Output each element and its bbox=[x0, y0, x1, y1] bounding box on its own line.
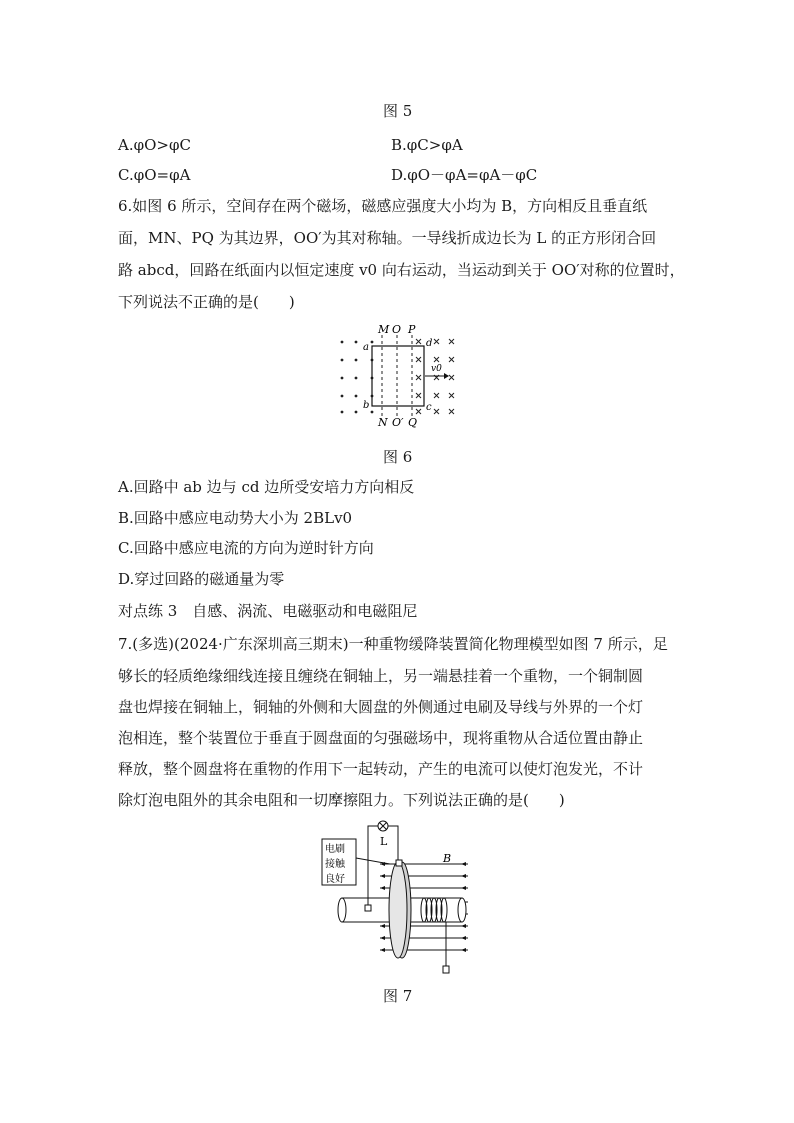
label-v0: v0 bbox=[431, 364, 442, 374]
brush-note-line-2: 接触 bbox=[325, 859, 345, 870]
axle-brush bbox=[365, 905, 371, 911]
label-n: N bbox=[378, 416, 388, 429]
q6-stem-line-1: 6.如图 6 所示，空间存在两个磁场，磁感应强度大小均为 B，方向相反且垂直纸 bbox=[118, 197, 648, 215]
q5-option-a: A.φO>φC bbox=[118, 136, 191, 154]
label-q: Q bbox=[408, 416, 418, 429]
q7-stem-line-2: 够长的轻质绝缘细线连接且缠绕在铜轴上，另一端悬挂着一个重物，一个铜制圆 bbox=[118, 667, 644, 685]
q6-option-d: D.穿过回路的磁通量为零 bbox=[118, 570, 285, 588]
figure-5-caption: 图 5 bbox=[383, 102, 413, 120]
brush-note-line-1: 电刷 bbox=[325, 844, 345, 855]
q7-stem-line-6: 除灯泡电阻外的其余电阻和一切摩擦阻力。下列说法正确的是( ) bbox=[118, 791, 565, 809]
q5-option-d: D.φO－φA=φA－φC bbox=[391, 166, 538, 184]
q6-stem-line-4: 下列说法不正确的是( ) bbox=[118, 293, 295, 311]
brush-note-line-3: 良好 bbox=[325, 874, 345, 885]
label-o: O bbox=[392, 323, 402, 336]
section-heading: 对点练 3 自感、涡流、电磁驱动和电磁阻尼 bbox=[118, 602, 418, 620]
q7-stem-line-4: 泡相连，整个装置位于垂直于圆盘面的匀强磁场中，现将重物从合适位置由静止 bbox=[118, 729, 644, 747]
q7-stem-line-1: 7.(多选)(2024·广东深圳高三期末)一种重物缓降装置简化物理模型如图 7 所示，足 bbox=[118, 635, 668, 653]
weight bbox=[443, 966, 449, 973]
label-a: a bbox=[363, 342, 369, 353]
disk-brush bbox=[396, 860, 402, 866]
q6-option-b: B.回路中感应电动势大小为 2BLv0 bbox=[118, 509, 353, 527]
label-o-prime: O′ bbox=[392, 416, 404, 429]
label-m: M bbox=[378, 323, 390, 336]
label-l: L bbox=[380, 835, 388, 848]
figure-6-diagram bbox=[330, 320, 470, 432]
q6-option-a: A.回路中 ab 边与 cd 边所受安培力方向相反 bbox=[118, 478, 415, 496]
q6-stem-line-2: 面，MN、PQ 为其边界，OO′为其对称轴。一导线折成边长为 L 的正方形闭合回 bbox=[118, 229, 657, 247]
q6-option-c: C.回路中感应电流的方向为逆时针方向 bbox=[118, 539, 374, 557]
label-c: c bbox=[426, 402, 432, 413]
q6-stem-line-3: 路 abcd，回路在纸面内以恒定速度 v0 向右运动，当运动到关于 OO′对称的位置时， bbox=[118, 261, 685, 279]
label-p: P bbox=[408, 323, 416, 336]
q5-option-c: C.φO=φA bbox=[118, 166, 191, 184]
label-d: d bbox=[426, 338, 433, 349]
q5-option-b: B.φC>φA bbox=[391, 136, 463, 154]
label-b-field: B bbox=[443, 852, 452, 865]
square-loop-abcd bbox=[372, 346, 424, 406]
q7-stem-line-5: 释放，整个圆盘将在重物的作用下一起转动，产生的电流可以使灯泡发光，不计 bbox=[118, 760, 644, 778]
figure-7-diagram bbox=[320, 818, 480, 978]
figure-7-caption: 图 7 bbox=[383, 987, 413, 1005]
label-b: b bbox=[363, 400, 370, 411]
figure-6-caption: 图 6 bbox=[383, 448, 413, 466]
q7-stem-line-3: 盘也焊接在铜轴上，铜轴的外侧和大圆盘的外侧通过电刷及导线与外界的一个灯 bbox=[118, 698, 644, 716]
